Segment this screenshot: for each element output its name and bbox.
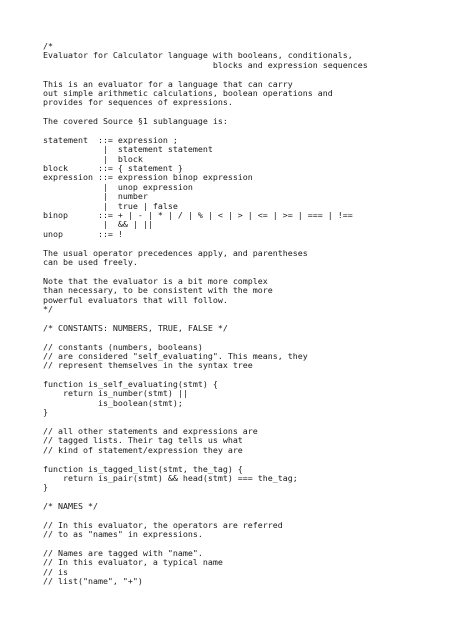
code-line: statement ::= expression ; <box>43 134 178 145</box>
code-line: expression ::= expression binop expression <box>43 172 253 183</box>
code-line: // list("name", "+") <box>43 576 143 587</box>
code-line: The covered Source §1 sublanguage is: <box>43 116 228 127</box>
code-line: | true | false <box>43 200 178 211</box>
code-line: /* NAMES */ <box>43 501 98 512</box>
code-line: */ <box>43 303 53 314</box>
code-line: powerful evaluators that will follow. <box>43 294 228 305</box>
code-line: binop ::= + | - | * | / | % | < | > | <= | >= | === | !== <box>43 210 353 221</box>
code-line: // kind of statement/expression they are <box>43 444 243 455</box>
code-line: This is an evaluator for a language that can carry <box>43 78 293 89</box>
code-line: | statement statement <box>43 144 213 155</box>
code-line: // constants (numbers, booleans) <box>43 341 203 352</box>
code-line: | number <box>43 191 148 202</box>
code-line: function is_self_evaluating(stmt) { <box>43 379 218 390</box>
code-line: // In this evaluator, the operators are referred <box>43 519 283 530</box>
code-line: /* <box>43 41 53 51</box>
code-line: The usual operator precedences apply, and parentheses <box>43 247 308 258</box>
code-line: out simple arithmetic calculations, boolean operations and <box>43 87 333 98</box>
code-line: function is_tagged_list(stmt, the_tag) { <box>43 463 243 474</box>
code-line: // Names are tagged with "name". <box>43 548 203 559</box>
code-line: can be used freely. <box>43 256 138 267</box>
code-line: // are considered "self_evaluating". This means, they <box>43 350 308 361</box>
code-line: | && | || <box>43 219 153 230</box>
code-line: | unop expression <box>43 181 193 192</box>
code-line: is_boolean(stmt); <box>43 397 183 408</box>
code-line: // all other statements and expressions are <box>43 426 258 437</box>
code-line: return is_number(stmt) || <box>43 388 188 399</box>
code-line: block ::= { statement } <box>43 163 183 174</box>
code-line: | block <box>43 153 143 164</box>
code-line: unop ::= ! <box>43 228 123 239</box>
code-line: // to as "names" in expressions. <box>43 529 203 540</box>
code-line: // is <box>43 566 68 577</box>
code-line: provides for sequences of expressions. <box>43 97 233 108</box>
code-line: } <box>43 407 48 418</box>
code-line: Note that the evaluator is a bit more complex <box>43 275 268 286</box>
code-line: /* CONSTANTS: NUMBERS, TRUE, FALSE */ <box>43 322 228 333</box>
code-line: // represent themselves in the syntax tree <box>43 360 253 371</box>
code-line: // In this evaluator, a typical name <box>43 557 223 568</box>
code-line: return is_pair(stmt) && head(stmt) === the_tag; <box>43 472 298 483</box>
code-line: // tagged lists. Their tag tells us what <box>43 435 243 446</box>
code-line: } <box>43 482 48 493</box>
code-line: blocks and expression sequences <box>43 59 368 70</box>
code-line: Evaluator for Calculator language with booleans, conditionals, <box>43 50 353 61</box>
code-line: than necessary, to be consistent with the more <box>43 285 273 296</box>
code-listing <box>43 42 368 587</box>
